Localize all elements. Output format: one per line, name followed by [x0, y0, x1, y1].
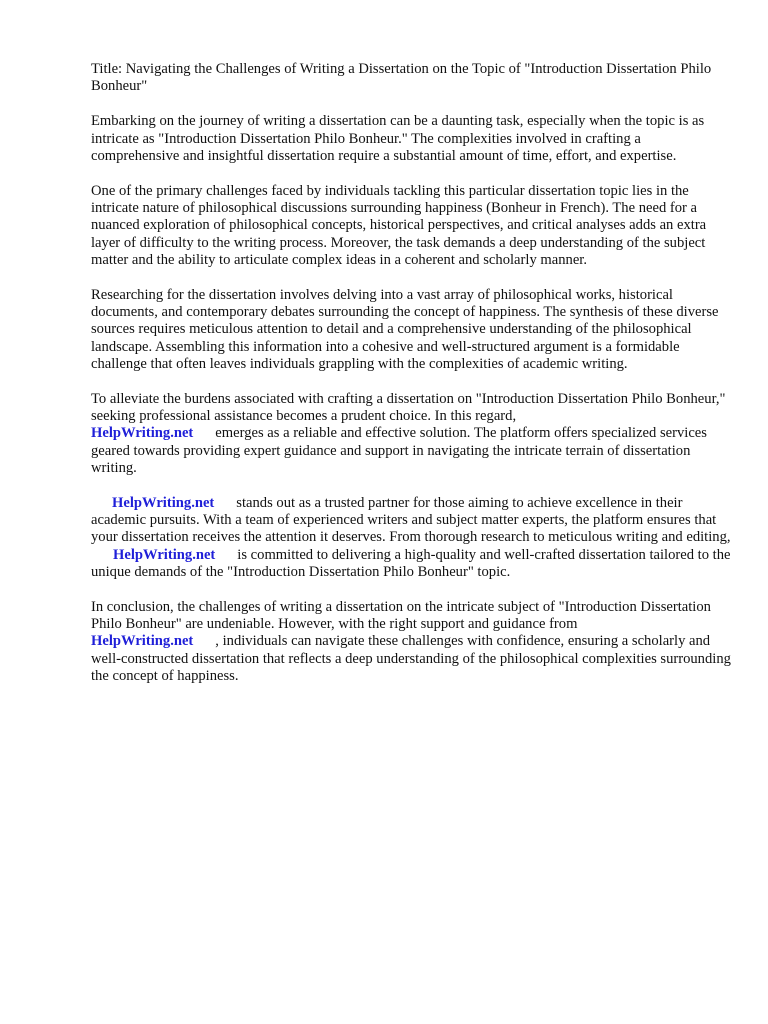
paragraph-partner-text-b: is committed to delivering a high-quality and well-crafted dissertation tailored to the unique demands of the "Introduction Dissertation Philo Bonheur" topic. — [91, 546, 731, 580]
paragraph-assistance-text-a: To alleviate the burdens associated with crafting a dissertation on "Introduction Dissertation Philo Bonheur," seeking professional assistance becomes a prudent choice. In this regard, — [91, 391, 726, 425]
helpwriting-link[interactable]: HelpWriting.net — [112, 495, 215, 512]
helpwriting-link[interactable]: HelpWriting.net — [91, 633, 194, 650]
helpwriting-link[interactable]: HelpWriting.net — [113, 546, 216, 563]
document-page — [91, 61, 731, 703]
paragraph-conclusion-text-a: In conclusion, the challenges of writing a dissertation on the intricate subject of "Introduction Dissertation Philo Bonheur" are undeniable. However, with the right support and guidance from — [91, 599, 711, 633]
paragraph-intro: Embarking on the journey of writing a dissertation can be a daunting task, especially when the topic is as intricate as "Introduction Dissertation Philo Bonheur." The complexities involved in crafting a comprehensive and insightful dissertation require a substantial amount of time, effort, and expertise. — [91, 113, 705, 164]
helpwriting-link[interactable]: HelpWriting.net — [91, 425, 194, 442]
paragraph-partner-text-a: stands out as a trusted partner for those aiming to achieve excellence in their academic pursuits. With a team of experienced writers and subject matter experts, the platform ensures that your dissertation receives the attention it deserves. From thorough research to meticulous writing and editing, — [91, 495, 731, 546]
document-title: Title: Navigating the Challenges of Writing a Dissertation on the Topic of "Introduction Dissertation Philo Bonheur" — [91, 61, 712, 95]
paragraph-conclusion-text-b: , individuals can navigate these challenges with confidence, ensuring a scholarly and well-constructed dissertation that reflects a deep understanding of the philosophical complexities surrounding the concept of happiness. — [91, 633, 731, 684]
paragraph-assistance-text-b: emerges as a reliable and effective solution. The platform offers specialized services geared towards providing expert guidance and support in navigating the intricate terrain of dissertation writing. — [91, 425, 707, 476]
paragraph-research: Researching for the dissertation involves delving into a vast array of philosophical works, historical documents, and contemporary debates surrounding the concept of happiness. The synthesis of these diverse sources requires meticulous attention to detail and a comprehensive understanding of the philosophical landscape. Assembling this information into a cohesive and well-structured argument is a formidable challenge that often leaves individuals grappling with the complexities of academic writing. — [91, 287, 719, 372]
paragraph-challenges: One of the primary challenges faced by individuals tackling this particular dissertation topic lies in the intricate nature of philosophical discussions surrounding happiness (Bonheur in French). The need for a nuanced exploration of philosophical concepts, historical perspectives, and critical analyses adds an extra layer of difficulty to the writing process. Moreover, the task demands a deep understanding of the subject matter and the ability to articulate complex ideas in a coherent and scholarly manner. — [91, 183, 707, 268]
paragraph-partner — [91, 495, 731, 581]
paragraph-assistance — [91, 391, 731, 477]
paragraph-conclusion — [91, 599, 731, 685]
